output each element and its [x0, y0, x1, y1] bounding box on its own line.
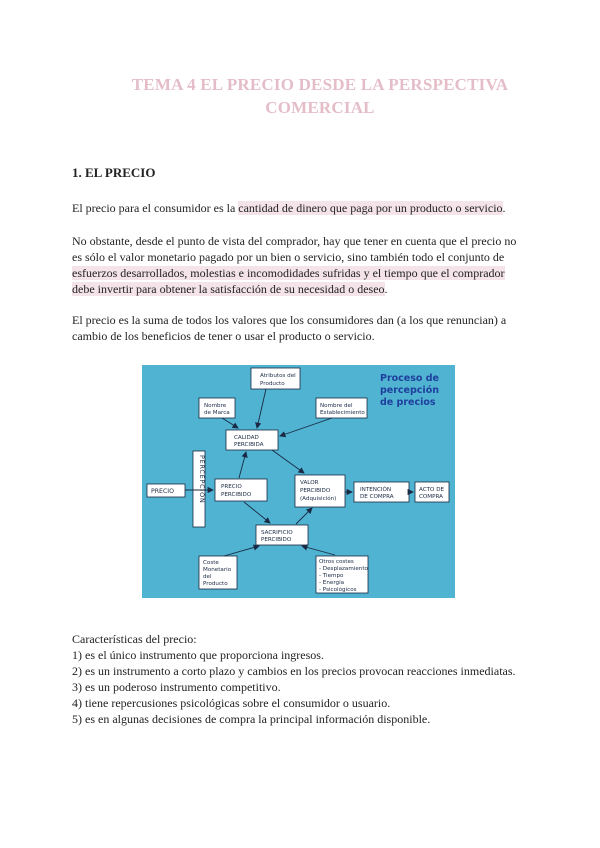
intencion-label-1: INTENCIÓN	[360, 487, 392, 493]
valor-label-1: VALOR	[300, 480, 319, 486]
acto-label-2: COMPRA	[419, 494, 443, 500]
arrow-otros-sacrificio	[302, 546, 335, 555]
paragraph-1-post: .	[502, 201, 506, 215]
calidad-label-2: PERCIBIDA	[234, 442, 264, 448]
list-item: 1) es el único instrumento que proporciona ingresos.	[72, 648, 324, 662]
title-line-2: COMERCIAL	[265, 98, 375, 117]
list-item: 3) es un poderoso instrumento competitivo.	[72, 680, 281, 694]
establecimiento-label-1: Nombre del	[320, 403, 353, 409]
arrow-sacrificio-valor	[296, 508, 312, 524]
paragraph-3-line-1: El precio es la suma de todos los valores que los consumidores dan (a los que renuncian) a	[72, 313, 507, 327]
otros-label-5: - Psicológicos	[319, 587, 357, 593]
acto-label-1: ACTO DE	[419, 487, 445, 493]
marca-label-2: de Marca	[204, 410, 230, 416]
arrow-atributos-calidad	[257, 389, 266, 428]
coste-label-2: Monetario	[203, 567, 232, 573]
precio-percibido-label-2: PERCIBIDO	[221, 492, 252, 498]
atributos-label-2: Producto	[260, 381, 285, 387]
otros-label-4: - Energía	[319, 580, 345, 586]
paragraph-2-line-4: debe invertir para obtener la satisfacción de su necesidad o deseo	[72, 282, 385, 296]
precio-percibido-label-1: PRECIO	[221, 484, 242, 490]
arrow-percibido-sacrificio	[244, 502, 270, 523]
coste-label-1: Coste	[203, 560, 219, 566]
paragraph-2-line-4-post: .	[384, 282, 388, 296]
title-line-1: TEMA 4 EL PRECIO DESDE LA PERSPECTIVA	[131, 75, 509, 94]
otros-label-1: Otros costes	[319, 559, 354, 565]
paragraph-1-highlight: cantidad de dinero que paga por un producto o servicio	[238, 201, 503, 215]
atributos-label-1: Atributos del	[260, 373, 296, 379]
price-perception-diagram	[142, 365, 455, 598]
precio-label: PRECIO	[151, 488, 174, 495]
arrow-marca-calidad	[222, 418, 238, 428]
characteristics-heading: Características del precio:	[72, 632, 197, 646]
coste-label-4: Producto	[203, 581, 228, 587]
otros-label-3: - Tiempo	[319, 573, 344, 579]
sacrificio-label-1: SACRIFICIO	[261, 530, 293, 536]
list-item: 4) tiene repercusiones psicológicas sobre el consumidor o usuario.	[72, 696, 391, 710]
arrow-calidad-valor	[272, 450, 304, 473]
intencion-label-2: DE COMPRA	[360, 494, 394, 500]
diagram-title-2: percepción	[380, 385, 439, 396]
percepcion-vertical-label: PERCEPCIÓN	[198, 455, 206, 504]
characteristics-list	[72, 631, 516, 727]
valor-label-2: PERCIBIDO	[300, 488, 331, 494]
diagram-canvas	[142, 365, 455, 598]
document-title	[60, 73, 580, 119]
arrow-establecimiento-calidad	[280, 418, 332, 436]
valor-label-3: (Adquisición)	[300, 496, 337, 502]
paragraph-1-pre: El precio para el consumidor es la	[72, 201, 239, 215]
diagram-title-3: de precios	[380, 397, 436, 408]
paragraph-2-line-2: es sólo el valor monetario pagado por un bien o servicio, sino también todo el conjunto de	[72, 250, 505, 264]
arrow-percibido-calidad	[239, 452, 246, 478]
arrow-coste-sacrificio	[224, 546, 259, 556]
list-item: 5) es en algunas decisiones de compra la principal información disponible.	[72, 712, 431, 726]
list-item: 2) es un instrumento a corto plazo y cambios en los precios provocan reacciones inmediatas.	[72, 664, 516, 678]
diagram-title-1: Proceso de	[380, 373, 439, 384]
paragraph-2	[72, 233, 532, 297]
otros-label-2: - Desplazamiento	[319, 566, 368, 572]
establecimiento-label-2: Establecimiento	[320, 410, 365, 416]
paragraph-1	[72, 200, 532, 216]
paragraph-3	[72, 312, 532, 344]
marca-label-1: Nombre	[204, 403, 227, 409]
calidad-label-1: CALIDAD	[234, 435, 259, 441]
section-heading: 1. EL PRECIO	[72, 165, 156, 180]
paragraph-2-line-3: esfuerzos desarrollados, molestias e incomodidades sufridas y el tiempo que el comprador	[72, 266, 505, 280]
paragraph-2-line-1: No obstante, desde el punto de vista del comprador, hay que tener en cuenta que el precio no	[72, 234, 517, 248]
paragraph-3-line-2: cambio de los beneficios de tener o usar el producto o servicio.	[72, 329, 375, 343]
coste-label-3: del	[203, 574, 212, 580]
sacrificio-label-2: PERCIBIDO	[261, 537, 292, 543]
